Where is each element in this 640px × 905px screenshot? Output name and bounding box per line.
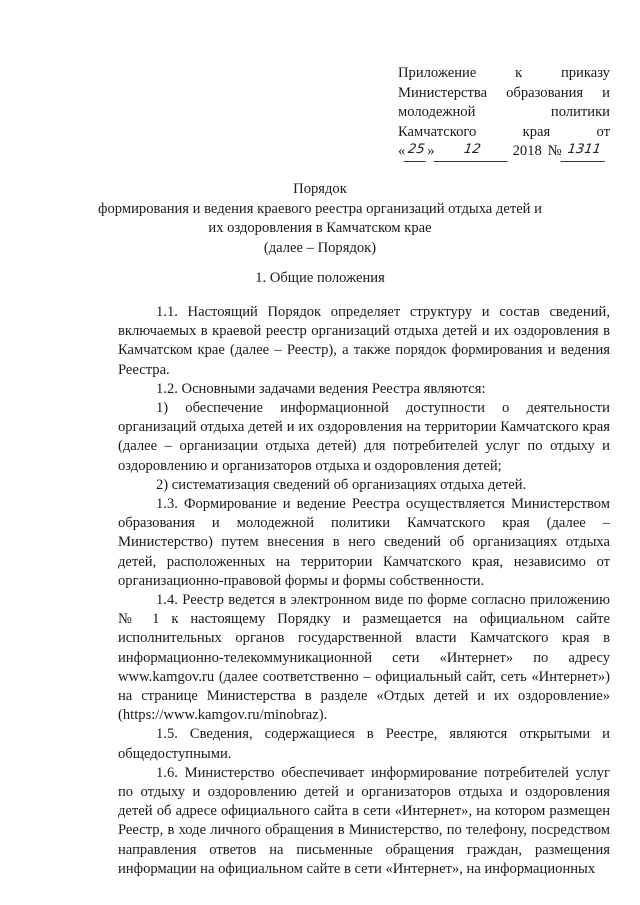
annex-word-prikazu: приказу xyxy=(560,65,610,81)
date-year: 2018 xyxy=(512,143,542,160)
title-line-3: (далее – Порядок) xyxy=(263,239,377,256)
annex-date-line xyxy=(398,142,610,162)
title-line-1: Порядок xyxy=(293,181,347,197)
annex-word-prilozhenie: Приложение xyxy=(398,65,477,81)
date-month-handwritten: 12 xyxy=(433,142,510,162)
annex-word-k: к xyxy=(515,65,523,81)
paragraph-item-1: 1) обеспечение информационной доступности о деятельности организаций отдыха детей и их оздоровления на территории Камчатского края (далее – организации отдыха детей) для потребителей услуг по отдыху и оздоровлению и организаторов отдыха и оздоровления детей; xyxy=(118,400,610,474)
annex-line-4 xyxy=(398,123,610,143)
order-number-handwritten: 1311 xyxy=(560,142,607,162)
document-body xyxy=(118,303,610,879)
date-open-quote: « xyxy=(398,143,406,160)
annex-header xyxy=(398,64,610,162)
paragraph-1-4: 1.4. Реестр ведется в электронном виде по форме согласно приложению № 1 к настоящему Порядку и размещается на официальном сайте исполнительных органов государственной власти Камчатского края в информационно-телекоммуникационной сети «Интернет» по адресу www.kamgov.ru (далее соответственно – официальный сайт, сеть «Интернет») на странице Министерства в разделе «Отдых детей и их оздоровление» (https://www.kamgov.ru/minobraz). xyxy=(118,592,610,724)
paragraph-1-6: 1.6. Министерство обеспечивает информирование потребителей услуг по отдыху и оздоровлению детей и организаторов отдыха и оздоровления детей об адресе официального сайта в сети «Интернет», на котором размещен Реестр, в ходе личного обращения в Министерство, по телефону, посредством направления ответов на письменные обращения граждан, размещения информации на официальном сайте в сети «Интернет», на информационных xyxy=(118,764,610,877)
annex-word-molodezhnoy: молодежной xyxy=(398,104,476,121)
annex-line-1 xyxy=(398,64,610,84)
paragraph-item-2: 2) систематизация сведений об организациях отдыха детей. xyxy=(156,476,527,493)
paragraph-1-3: 1.3. Формирование и ведение Реестра осуществляется Министерством образования и молодежной политики Камчатского края (далее – Министерство) путем внесения в него сведений об организациях отдыха детей, расположенных на территории Камчатского края, независимо от организационно-правовой формы и формы собственности. xyxy=(118,496,610,589)
annex-word-politiki: политики xyxy=(550,104,610,121)
date-close-quote: » xyxy=(427,143,435,160)
annex-ministry-text: Министерства образования и xyxy=(398,84,610,101)
annex-line-2 xyxy=(398,84,610,104)
title-line-2: формирования и ведения краевого реестра организаций отдыха детей и их оздоровления в Камчатском крае xyxy=(98,200,542,236)
paragraph-1-1: 1.1. Настоящий Порядок определяет структуру и состав сведений, включаемых в краевой реестр организаций отдыха детей и их оздоровления в Камчатском крае (далее – Реестр), а также порядок формирования и ведения Реестра. xyxy=(118,304,610,378)
number-sign: № xyxy=(547,143,562,160)
annex-line-3 xyxy=(398,103,610,123)
section-heading: 1. Общие положения xyxy=(255,270,385,286)
date-day-handwritten: 25 xyxy=(404,142,429,162)
paragraph-1-5: 1.5. Сведения, содержащиеся в Реестре, являются открытыми и общедоступными. xyxy=(118,726,610,762)
paragraph-1-2: 1.2. Основными задачами ведения Реестра являются: xyxy=(156,380,486,397)
annex-word-kamchatskogo: Камчатского xyxy=(398,123,477,140)
document-title xyxy=(95,180,545,258)
annex-word-ot: от xyxy=(596,123,610,140)
annex-word-kraya: края xyxy=(522,123,551,140)
